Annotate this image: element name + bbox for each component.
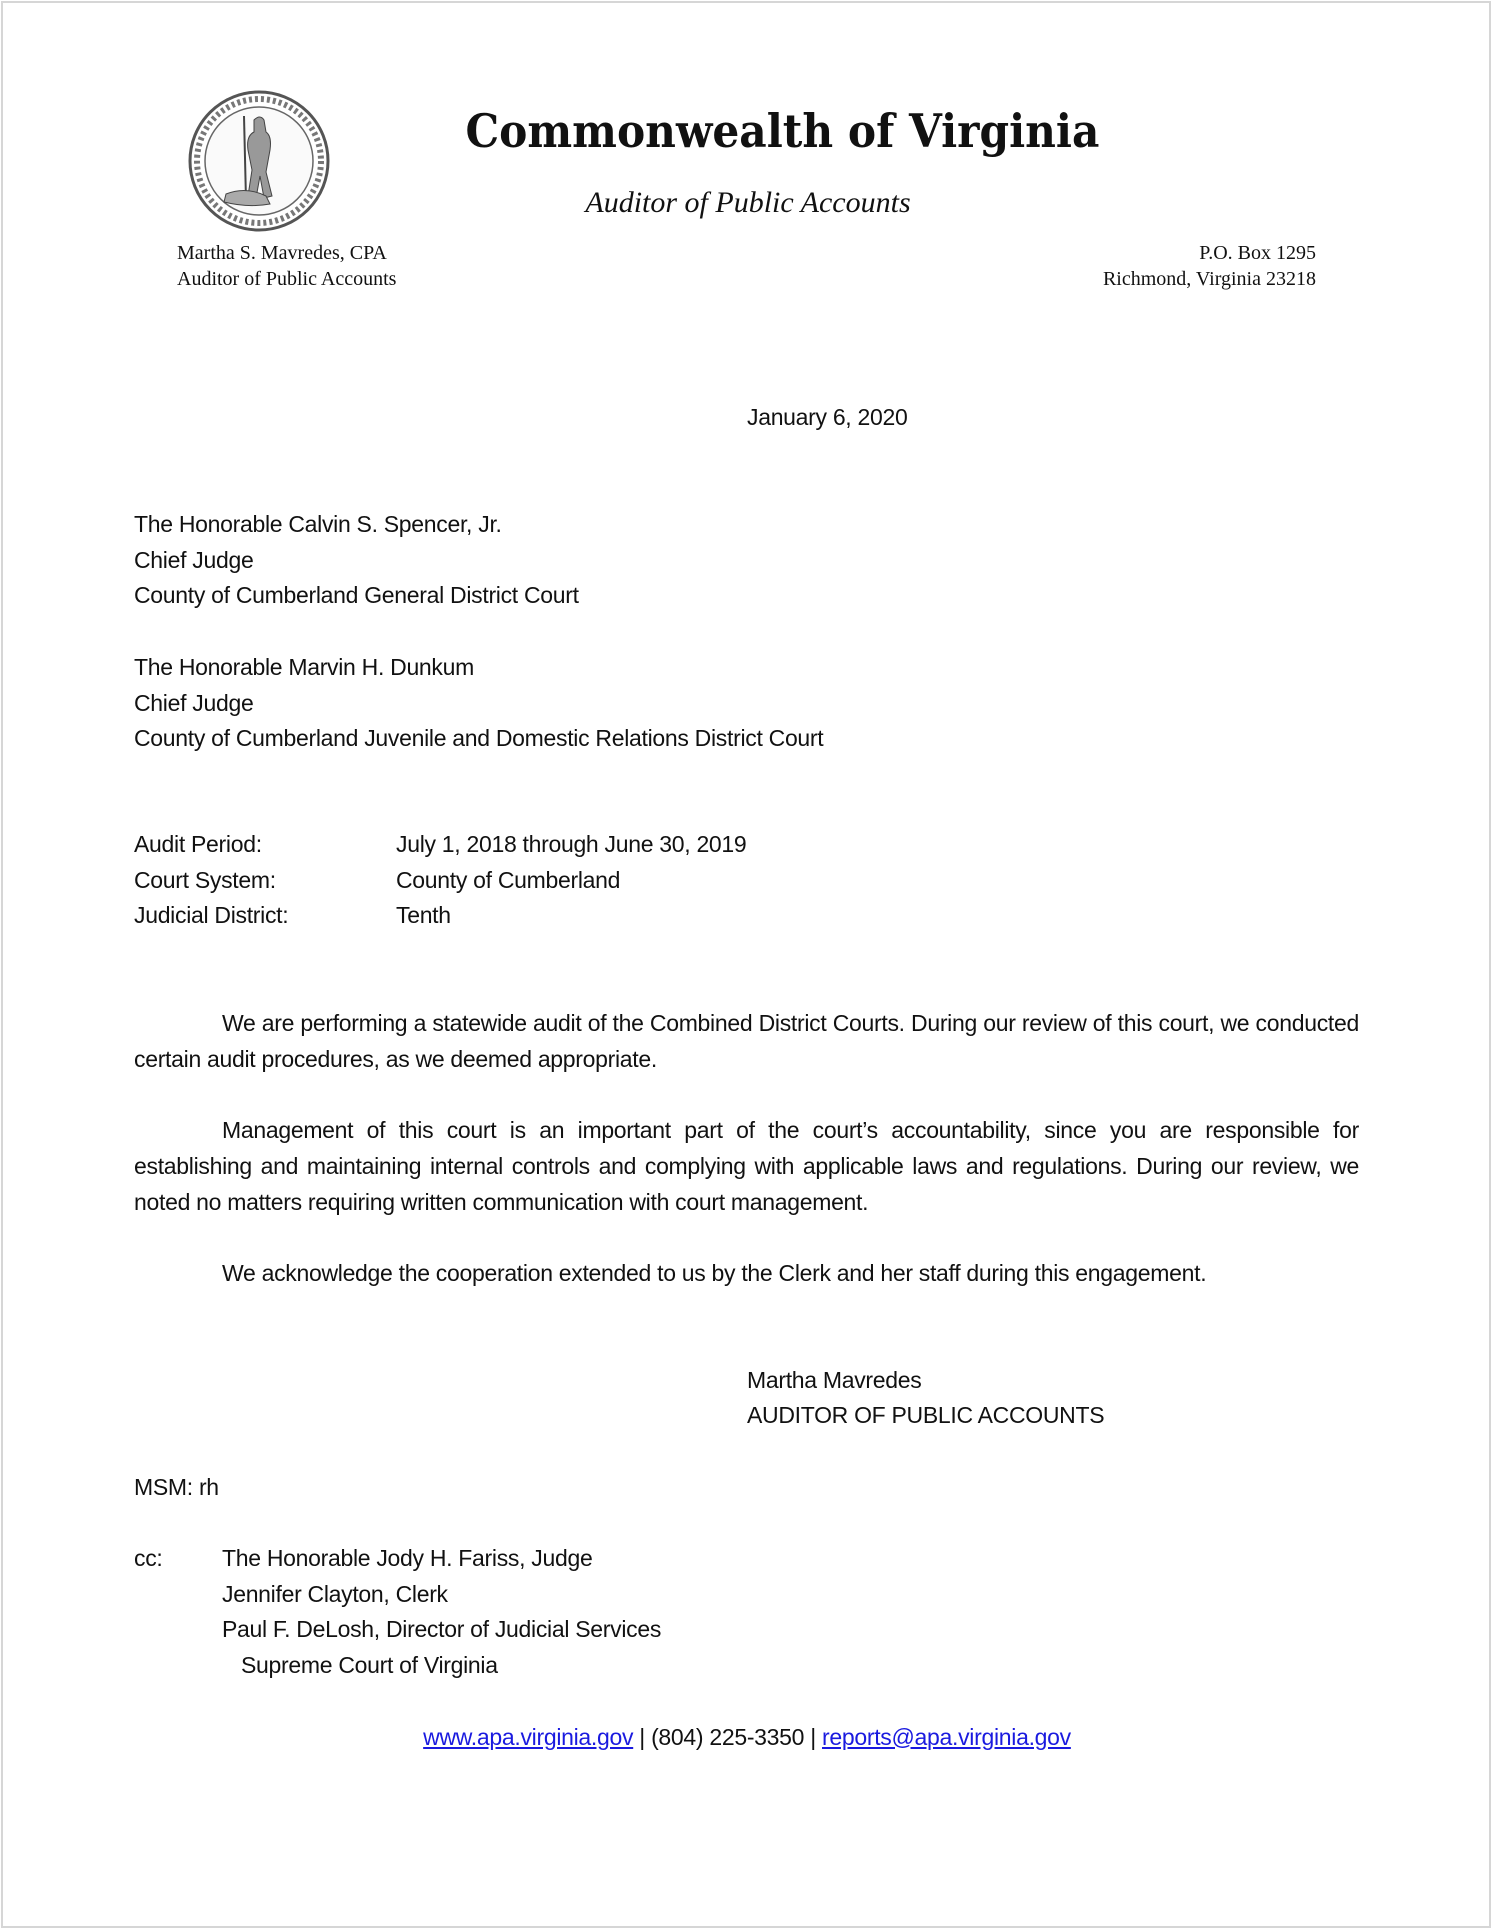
recipient-title: Chief Judge bbox=[134, 546, 254, 573]
cc-recipient: Paul F. DeLosh, Director of Judicial Services bbox=[222, 1616, 662, 1643]
footer-contact bbox=[0, 1720, 1494, 1756]
detail-value: Tenth bbox=[396, 902, 451, 929]
audit-period-row bbox=[134, 827, 746, 863]
paragraph-3: We acknowledge the cooperation extended to us by the Clerk and her staff during this engagement. bbox=[222, 1259, 1207, 1286]
paragraph-2: Management of this court is an important part of the court’s accountability, since you are responsible for establishing and maintaining internal controls and complying with applicable laws and regulations. During our review, we noted no matters requiring written communication with court management. bbox=[134, 1117, 1359, 1215]
cc-list bbox=[222, 1541, 661, 1684]
recipient-block-2 bbox=[134, 650, 823, 757]
website-link[interactable]: www.apa.virginia.gov bbox=[423, 1723, 634, 1750]
separator: | bbox=[804, 1723, 823, 1750]
auditor-name-block bbox=[177, 240, 396, 292]
letterhead-title: Commonwealth of Virginia bbox=[465, 104, 1100, 158]
recipient-court: County of Cumberland Juvenile and Domestic Relations District Court bbox=[134, 725, 824, 752]
cc-recipient: Jennifer Clayton, Clerk bbox=[222, 1580, 448, 1607]
paragraph-1: We are performing a statewide audit of the Combined District Courts. During our review of this court, we conducted certain audit procedures, as we deemed appropriate. bbox=[134, 1010, 1359, 1072]
cc-section bbox=[134, 1541, 1359, 1684]
city-state-zip: Richmond, Virginia 23218 bbox=[1102, 268, 1316, 290]
court-system-row bbox=[134, 863, 746, 899]
email-link[interactable]: reports@apa.virginia.gov bbox=[822, 1723, 1071, 1750]
detail-value: July 1, 2018 through June 30, 2019 bbox=[396, 831, 747, 857]
recipient-title: Chief Judge bbox=[134, 689, 254, 716]
recipient-court: County of Cumberland General District Court bbox=[134, 582, 579, 609]
virginia-seal-logo bbox=[188, 90, 330, 232]
separator: | bbox=[633, 1723, 652, 1750]
signer-title: AUDITOR OF PUBLIC ACCOUNTS bbox=[747, 1402, 1105, 1429]
po-box: P.O. Box 1295 bbox=[1199, 242, 1316, 264]
signature-block bbox=[747, 1363, 1359, 1434]
detail-label: Court System: bbox=[134, 866, 276, 893]
recipient-name: The Honorable Marvin H. Dunkum bbox=[134, 654, 474, 680]
audit-details bbox=[134, 827, 746, 934]
letter-body bbox=[134, 1006, 1359, 1755]
auditor-name: Martha S. Mavredes, CPA bbox=[177, 242, 387, 264]
letter-date: January 6, 2020 bbox=[747, 404, 908, 430]
phone-number: (804) 225-3350 bbox=[651, 1723, 805, 1750]
cc-recipient-sub: Supreme Court of Virginia bbox=[241, 1652, 498, 1679]
recipient-block-1 bbox=[134, 507, 579, 614]
detail-value: County of Cumberland bbox=[396, 866, 621, 893]
detail-label: Judicial District: bbox=[134, 902, 289, 929]
detail-label: Audit Period: bbox=[134, 831, 262, 857]
auditor-title: Auditor of Public Accounts bbox=[177, 268, 397, 290]
judicial-district-row bbox=[134, 898, 746, 934]
recipient-name: The Honorable Calvin S. Spencer, Jr. bbox=[134, 511, 502, 537]
initials: MSM: rh bbox=[134, 1473, 219, 1500]
office-address-block bbox=[1103, 240, 1316, 292]
signer-name: Martha Mavredes bbox=[747, 1366, 922, 1393]
letterhead-subtitle: Auditor of Public Accounts bbox=[585, 186, 911, 219]
cc-label: cc: bbox=[134, 1545, 163, 1572]
cc-recipient: The Honorable Jody H. Fariss, Judge bbox=[222, 1545, 593, 1572]
